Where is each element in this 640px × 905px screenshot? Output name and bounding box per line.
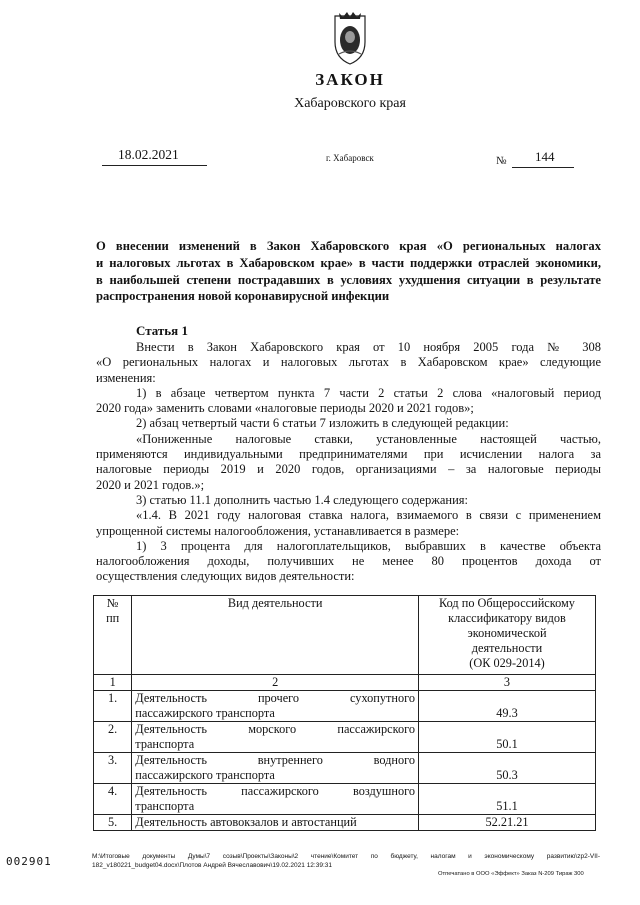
number-sign: № — [496, 155, 507, 167]
table-row — [94, 784, 596, 815]
header-num-cell — [94, 596, 132, 675]
law-number: 144 — [535, 149, 555, 164]
row-kind — [132, 691, 419, 722]
date-underline — [102, 165, 207, 166]
table-index-row — [94, 675, 596, 691]
row-code — [419, 784, 596, 815]
law-heading: ЗАКОН — [315, 70, 385, 89]
body-line: «1.4. В 2021 году налоговая ставка налога, взимаемого в связи с применением — [136, 508, 601, 523]
row-kind — [132, 815, 419, 831]
row-number: 2. — [94, 722, 132, 753]
bill-title-line: в наибольшей степени пострадавших в условиях ухудшения ситуации в результате — [96, 272, 601, 287]
header-num-line: № — [106, 596, 119, 610]
row-kind-line: Деятельность морского пассажирского — [135, 722, 415, 736]
body-line: 2020 и 2021 годов.»; — [96, 477, 205, 492]
table-row — [94, 753, 596, 784]
body-line: осуществления следующих видов деятельности: — [96, 569, 355, 584]
print-note: Отпечатано в ООО «Эффект» Заказ N-209 Тираж 300 — [438, 871, 584, 877]
index-cell: 1 — [94, 675, 132, 691]
row-kind — [132, 753, 419, 784]
header-code-line: деятельности — [471, 641, 543, 655]
file-path-note: М:\Итоговые документы Думы\7 созыв\Проекты\Законы\2 чтение\Комитет по бюджету, налогам и экономическому развитию\zp2-VII-182_v180221_budget04.docx\Плотов Андрей Вячеславович\19.02.2021 12:39:31 — [92, 853, 600, 869]
row-number: 4. — [94, 784, 132, 815]
header-num-line: пп — [106, 611, 120, 625]
table-row — [94, 691, 596, 722]
body-line: Внести в Закон Хабаровского края от 10 ноября 2005 года № 308 — [136, 340, 601, 354]
body-line: 2) абзац четвертый части 6 статьи 7 изложить в следующей редакции: — [136, 416, 509, 431]
row-number: 5. — [94, 815, 132, 831]
coat-of-arms-emblem — [327, 10, 373, 66]
header-code-line: классификатору видов — [448, 611, 566, 625]
law-region: Хабаровского края — [294, 96, 406, 111]
header-code-line: (ОК 029-2014) — [469, 656, 545, 670]
body-line: «О региональных налогах и налоговых льготах в Хабаровском крае» следующие — [96, 355, 601, 370]
row-code — [419, 722, 596, 753]
row-kind-line: Деятельность внутреннего водного — [135, 753, 415, 767]
header-kind-cell: Вид деятельности — [132, 596, 419, 675]
bill-title-line: О внесении изменений в Закон Хабаровского края «О региональных налогах — [96, 239, 601, 253]
body-line: 2020 года» заменить словами «налоговые периоды 2020 и 2021 годов»; — [96, 401, 474, 416]
index-cell: 2 — [132, 675, 419, 691]
body-line: «Пониженные налоговые ставки, установленные настоящей частью, — [136, 431, 601, 446]
body-line: применяются индивидуальными предпринимателями при исчислении налога за — [96, 447, 601, 462]
row-kind — [132, 722, 419, 753]
row-kind-line: транспорта — [135, 799, 195, 813]
law-date: 18.02.2021 — [118, 147, 179, 162]
row-code-value: 50.3 — [496, 768, 518, 782]
body-line: изменения: — [96, 370, 156, 385]
row-number: 3. — [94, 753, 132, 784]
bill-title-line: распространения новой коронавирусной инфекции — [96, 289, 390, 304]
document-code: 002901 — [6, 855, 52, 868]
row-kind — [132, 784, 419, 815]
row-kind-line: Деятельность пассажирского воздушного — [135, 784, 415, 798]
row-kind-line: пассажирского транспорта — [135, 706, 275, 720]
row-code-value: 51.1 — [496, 799, 518, 813]
header-code-cell — [419, 596, 596, 675]
body-line: налогообложения доходы, получивших не менее 80 процентов дохода от — [96, 554, 601, 569]
body-line: 1) 3 процента для налогоплательщиков, выбравших в качестве объекта — [136, 538, 601, 553]
article-heading: Статья 1 — [136, 323, 188, 338]
table-row — [94, 815, 596, 831]
article-body — [96, 340, 601, 585]
law-city: г. Хабаровск — [326, 153, 374, 163]
body-line: упрощенной системы налогообложения, устанавливается в размере: — [96, 523, 460, 538]
row-kind-line: Деятельность автовокзалов и автостанций — [135, 815, 357, 829]
row-kind-line: транспорта — [135, 737, 195, 751]
row-kind-line: пассажирского транспорта — [135, 768, 275, 782]
table-row — [94, 722, 596, 753]
row-code-value: 50.1 — [496, 737, 518, 751]
number-underline — [512, 167, 574, 168]
row-code — [419, 753, 596, 784]
header-code-line: экономической — [467, 626, 547, 640]
table-header-row — [94, 596, 596, 675]
bill-title-line: и налоговых льготах в Хабаровском крае» в части поддержки отраслей экономики, — [96, 255, 601, 270]
bill-title — [96, 238, 601, 305]
header-code-line: Код по Общероссийскому — [439, 596, 575, 610]
body-line: налоговые периоды 2019 и 2020 годов, организациями – за налоговые периоды — [96, 462, 601, 477]
activities-table — [93, 595, 596, 831]
body-line: 3) статью 11.1 дополнить частью 1.4 следующего содержания: — [136, 492, 469, 507]
body-line: 1) в абзаце четвертом пункта 7 части 2 статьи 2 слова «налоговый период — [136, 385, 601, 400]
row-number: 1. — [94, 691, 132, 722]
index-cell: 3 — [419, 675, 596, 691]
row-code — [419, 691, 596, 722]
row-kind-line: Деятельность прочего сухопутного — [135, 691, 415, 705]
row-code-value: 49.3 — [496, 706, 518, 720]
row-code: 52.21.21 — [419, 815, 596, 831]
